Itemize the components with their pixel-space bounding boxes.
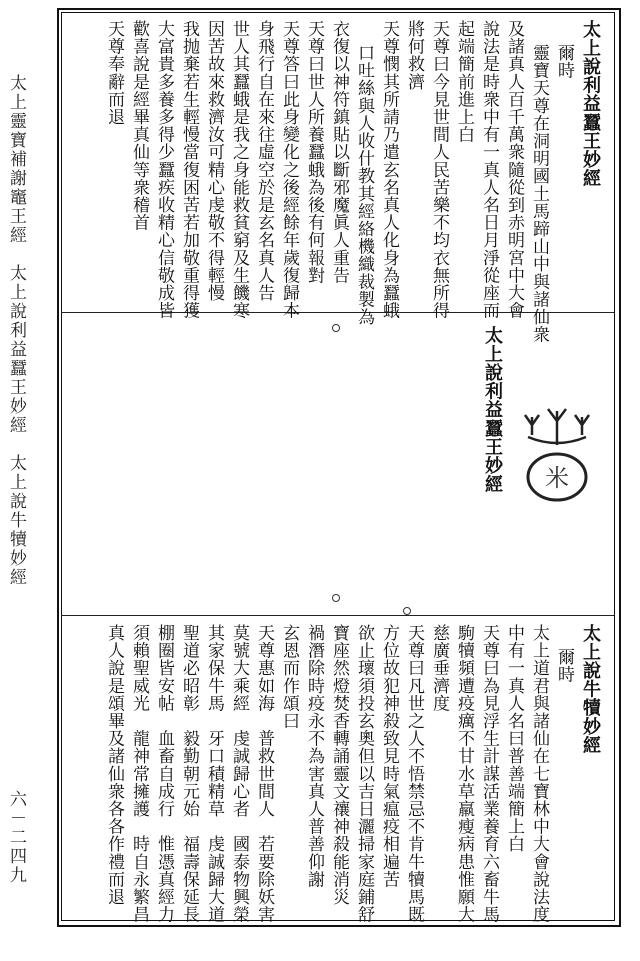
- text-column: 天尊曰為見浮生計謀活業養育六畜牛馬: [479, 624, 499, 924]
- text-column: 玄恩而作頌曰: [279, 624, 299, 730]
- text-column: 真人說是頌畢及諸仙衆各各作禮而退: [104, 624, 124, 906]
- text-column: 爾時: [554, 648, 574, 684]
- text-column: 我抛棄若生輕慢當復困苦若加敬重得獲: [179, 20, 199, 320]
- text-column: 起端簡前進上白: [454, 20, 474, 144]
- text-column: 天尊奉辭而退: [104, 20, 124, 126]
- text-column: 世人其蠶蛾是我之身能救貧窮及生饑寒: [229, 20, 249, 320]
- seal-character: 米: [545, 464, 569, 492]
- side-page-number: 六－二四九: [6, 790, 26, 885]
- text-column: 太上說利益蠶王妙經: [580, 20, 601, 188]
- text-column: 歡喜說是經畢真仙等衆稽首: [129, 20, 149, 232]
- registration-dot: [403, 607, 411, 615]
- text-column: 靈寶天尊在洞明國土馬蹄山中與諸仙衆: [529, 44, 549, 344]
- side-running-title: 太上靈寶補謝竈王經 太上說利益蠶王妙經 太上說牛犢妙經: [6, 74, 26, 587]
- text-column: 爾時: [554, 44, 574, 80]
- library-seal-icon: [518, 405, 596, 503]
- registration-dot: [332, 594, 340, 602]
- text-column: 身飛行自在來往虛空於是玄名真人告: [254, 20, 274, 302]
- text-column: 太上說牛犢妙經: [580, 624, 601, 755]
- text-column: 寶座然燈焚香轉誦靈文禳神殺能消災: [329, 624, 349, 906]
- text-column: 方位故犯神殺致見時氣瘟疫相遍苦: [379, 624, 399, 888]
- text-column: 天尊曰世人所養蠶蛾為後有何報對: [304, 20, 324, 284]
- text-column: 衣復以神符鎮貼以斷邪魔眞人重告: [329, 20, 349, 284]
- text-column: 大富貴多養多得少蠶疾收精心信敬成皆: [154, 20, 174, 320]
- text-column: 因苦故來救濟汝可精心虔敬不得輕慢: [204, 20, 224, 302]
- text-column: 駒犢頻遭疫癘不甘水草羸瘦病患惟願大: [454, 624, 474, 924]
- text-column: 中有一真人名曰普善端簡上白: [504, 624, 524, 853]
- text-column: 棚圈皆安帖 血畜自成行 惟憑真經力: [154, 624, 174, 924]
- text-column: 天尊曰今見世間人民苦樂不均衣無所得: [429, 20, 449, 320]
- text-column: 其家保牛馬 牙口積精草 虔誠歸大道: [204, 624, 224, 924]
- text-column: 天尊憫其所請乃遣玄名真人化身為蠶蛾: [379, 20, 399, 320]
- text-column: 莫號大乘經 虔誠歸心者 國泰物興榮: [229, 624, 249, 924]
- text-column: 天尊惠如海 普救世間人 若要除妖害: [254, 624, 274, 924]
- text-column: 及諸真人百千萬衆隨從到赤明宮中大會: [504, 20, 524, 320]
- text-column: 天尊曰凡世之人不悟禁忌不肯牛犢馬既: [404, 624, 424, 924]
- text-column: 天尊答曰此身變化之後經餘年歲復歸本: [279, 20, 299, 320]
- text-column: 說法是時衆中有一真人名日月淨從座而: [479, 20, 499, 320]
- text-column: 欲止瓌須投玄奧但以吉日灑掃家庭鋪舒: [354, 624, 374, 924]
- text-column: 禍潛除時疫永不為害真人普善仰謝: [304, 624, 324, 888]
- text-column: 慈廣垂濟度: [429, 624, 449, 712]
- text-column: 聖道必昭彰 毅勤朝元始 福壽保延長: [179, 624, 199, 924]
- text-column: 口吐絲與人收什教其經絡機織裁製為: [354, 44, 374, 326]
- registration-dot: [332, 324, 340, 332]
- text-column: 將何救濟: [404, 20, 424, 91]
- text-column: 太上道君與諸仙在七寶林中大會說法度: [529, 624, 549, 924]
- text-column: 須賴聖威光 龍神常擁護 時自永繁昌: [129, 624, 149, 924]
- middle-sutra-title: 太上說利益蠶王妙經: [482, 326, 503, 494]
- panel-divider-bottom: [61, 615, 614, 616]
